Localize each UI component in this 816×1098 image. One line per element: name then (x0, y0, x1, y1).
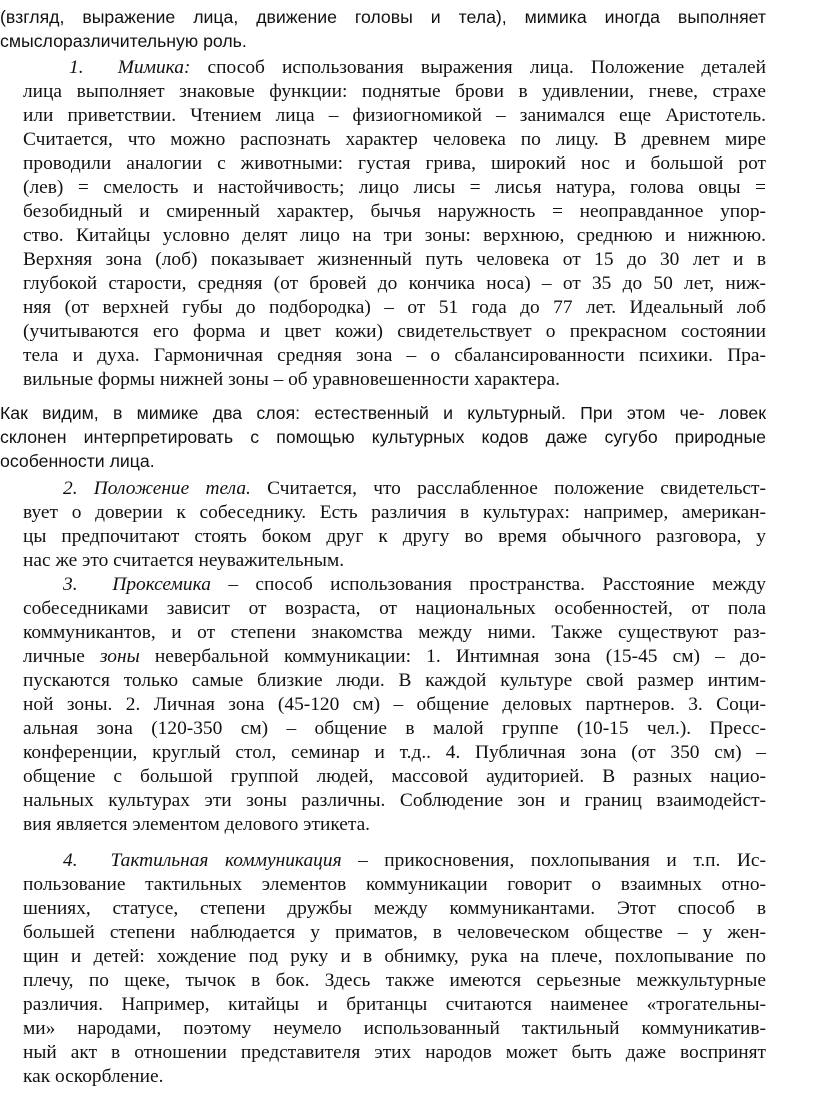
text-line: няя (от верхней губы до подбородка) – от 51 года до 77 лет. Идеальный лоб (23, 297, 766, 318)
item-first-line (23, 849, 766, 873)
text-line: склонен интерпретировать с помощью культурных кодов даже сугубо природные (0, 427, 766, 447)
text-line: или приветствии. Чтением лица – физиогномикой – занимался еще Аристотель. (23, 105, 766, 126)
text-line: безобидный и смиренный характер, бычья наружность = неоправданное упор- (23, 201, 766, 222)
text-line: (лев) = смелость и настойчивость; лицо лисы = лисья натура, голова овцы = (23, 177, 766, 198)
item-mimika (23, 56, 766, 392)
item-number: 4. (63, 850, 78, 871)
text-line: (учитываются его форма и цвет кожи) свидетельствует о прекрасном состоянии (23, 321, 766, 342)
text-line: Верхняя зона (лоб) показывает жизненный путь человека от 15 до 30 лет и в (23, 249, 766, 270)
item-number: 3. (63, 574, 78, 595)
text-line: вильные формы нижней зоны – об уравновешенности характера. (23, 369, 560, 390)
text-line: вует о доверии к собеседнику. Есть различия в культурах: например, американ- (23, 502, 766, 523)
text-line: Считается, что можно распознать характер человека по лицу. В древнем мире (23, 129, 766, 150)
text-line: большей степени наблюдается у приматов, в человеческом обществе – у жен- (23, 922, 766, 943)
text-line: конференции, круглый стол, семинар и т.д.. 4. Публичная зона (от 350 см) – (23, 742, 766, 763)
item-heading: 2. Положение тела. (63, 478, 251, 499)
text-line: пускаются только самые близкие люди. В каждой культуре свой размер интим- (23, 670, 766, 691)
zones-word: зоны (99, 646, 140, 667)
item-first-line-text: – способ использования пространства. Расстояние между (228, 574, 766, 595)
item-term: Тактильная коммуникация (110, 850, 342, 871)
text-line: глубокой старости, средняя (от бровей до кончика носа) – от 35 до 50 лет, ниж- (23, 273, 766, 294)
item-first-line (23, 477, 766, 501)
text-line: лица выполняет знаковые функции: поднятые брови в удивлении, гневе, страхе (23, 81, 766, 102)
text-line: ной зоны. 2. Личная зона (45-120 см) – общение деловых партнеров. 3. Соци- (23, 694, 766, 715)
item-term: Мимика: (117, 57, 191, 78)
item-taktilnaya-kommunikatsiya (23, 849, 766, 1089)
summary-paragraph (0, 401, 766, 473)
text-line: общение с большой группой людей, массовой аудиторией. В разных нацио- (23, 766, 766, 787)
zones-line (23, 645, 766, 669)
text-line: вия является элементом делового этикета. (23, 814, 371, 835)
text-line: собеседниками зависит от возраста, от национальных особенностей, от пола (23, 598, 766, 619)
text-line: Как видим, в мимике два слоя: естественный и культурный. При этом че- ловек (0, 403, 766, 423)
text-line: шениях, статусе, степени дружбы между коммуникантами. Этот способ в (23, 898, 766, 919)
text-line: альная зона (120-350 см) – общение в малой группе (10-15 чел.). Пресс- (23, 718, 766, 739)
zones-suffix: невербальной коммуникации: 1. Интимная зона (15-45 см) – до- (154, 646, 766, 667)
text-line: различия. Например, китайцы и британцы считаются наименее «трогательны- (23, 994, 766, 1015)
text-line: ми» народами, поэтому неумело использованный тактильный коммуникатив- (23, 1018, 766, 1039)
text-line: пользование тактильных элементов коммуникации говорит о взаимных отно- (23, 874, 766, 895)
item-first-line-text: Считается, что расслабленное положение свидетельст- (267, 478, 766, 499)
text-line: тела и духа. Гармоничная средняя зона – о сбалансированности психики. Пра- (23, 345, 766, 366)
text-line: смыслоразличительную роль. (0, 31, 247, 51)
text-line: плечу, по щеке, тычок в бок. Здесь также имеются серьезные межкультурные (23, 970, 766, 991)
zones-prefix: личные (23, 646, 85, 667)
text-line: ство. Китайцы условно делят лицо на три зоны: верхнюю, среднюю и нижнюю. (23, 225, 766, 246)
text-line: как оскорбление. (23, 1066, 164, 1087)
text-line: коммуникантов, и от степени знакомства между ними. Также существуют раз- (23, 622, 766, 643)
text-line: щин и детей: хождение под руку и в обнимку, рука на плече, похлопывание по (23, 946, 766, 967)
text-line: нас же это считается неуважительным. (23, 550, 345, 571)
item-term: Проксемика (112, 574, 211, 595)
item-first-line-text: способ использования выражения лица. Положение деталей (207, 57, 766, 78)
text-line: нальных культурах эти зоны различны. Соблюдение зон и границ взаимодейст- (23, 790, 766, 811)
item-first-line (23, 573, 766, 597)
text-line: особенности лица. (0, 451, 155, 471)
item-first-line (23, 56, 766, 80)
text-line: проводили аналогии с животными: густая грива, широкий нос и большой рот (23, 153, 766, 174)
item-number: 1. (69, 57, 84, 78)
text-line: (взгляд, выражение лица, движение головы и тела), мимика иногда выполняет (0, 7, 766, 27)
item-first-line-text: – прикосновения, похлопывания и т.п. Ис- (358, 850, 766, 871)
text-line: цы предпочитают стоять боком друг к другу во время обычного разговора, у (23, 526, 766, 547)
text-line: ный акт в отношении представителя этих народов может быть даже воспринят (23, 1042, 766, 1063)
item-proksemika (23, 573, 766, 837)
intro-paragraph (0, 5, 766, 53)
item-polozhenie-tela (23, 477, 766, 573)
